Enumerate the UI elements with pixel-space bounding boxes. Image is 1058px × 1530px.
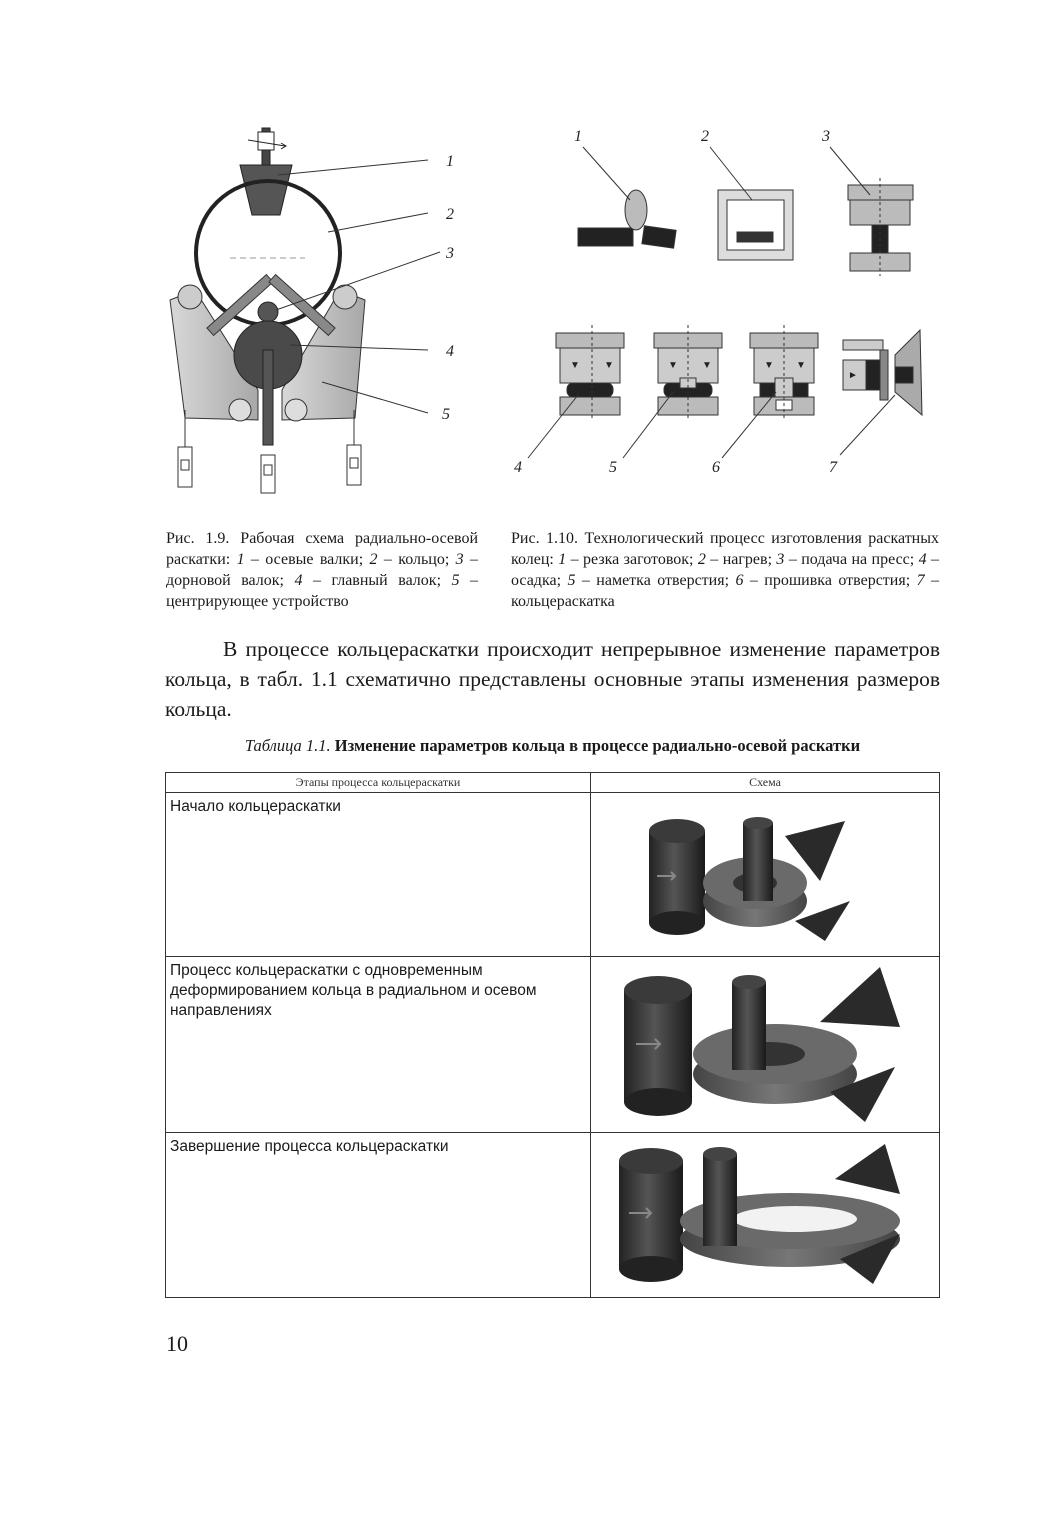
axial-roll bbox=[240, 165, 292, 215]
stage-cell: Начало кольцераскатки bbox=[166, 793, 591, 957]
svg-text:▼: ▼ bbox=[570, 360, 580, 371]
scheme-cell bbox=[591, 793, 940, 957]
table-caption-title: Изменение параметров кольца в процессе радиально-осевой раскатки bbox=[334, 736, 861, 755]
figure-1-10-diagram bbox=[505, 120, 940, 485]
fig9-label-5: 5 bbox=[442, 406, 450, 423]
body-paragraph: В процессе кольцераскатки происходит непрерывное изменение параметров кольца, в табл. 1.1 схематично представлены основные этапы изменения размеров кольца. bbox=[165, 637, 940, 721]
stage-cell: Завершение процесса кольцераскатки bbox=[166, 1133, 591, 1298]
header-scheme: Схема bbox=[591, 773, 940, 793]
fig10-label-1: 1 bbox=[574, 128, 582, 145]
figure-1-9-caption: Рис. 1.9. Рабочая схема радиально-осевой раскатки: 1 – осевые валки; 2 – кольцо; 3 – дорновой валок; 4 – главный валок; 5 – центрирующее устройство bbox=[166, 530, 479, 610]
fig10-label-3: 3 bbox=[822, 128, 830, 145]
mandrel-roll bbox=[258, 302, 278, 322]
fig10-label-4: 4 bbox=[514, 459, 522, 476]
svg-text:▼: ▼ bbox=[668, 360, 678, 371]
table-caption bbox=[165, 736, 940, 756]
svg-text:▼: ▼ bbox=[764, 360, 774, 371]
header-stages: Этапы процесса кольцераскатки bbox=[166, 773, 591, 793]
svg-text:▼: ▼ bbox=[604, 360, 614, 371]
svg-text:▼: ▼ bbox=[702, 360, 712, 371]
fig10-label-2: 2 bbox=[701, 128, 709, 145]
fig10-label-5: 5 bbox=[609, 459, 617, 476]
top-shaft bbox=[248, 128, 286, 168]
scheme-cell bbox=[591, 957, 940, 1133]
table-caption-label: Таблица 1.1. bbox=[244, 736, 331, 755]
scheme-process-image bbox=[620, 962, 910, 1127]
scheme-start-image bbox=[645, 801, 885, 951]
svg-text:▼: ▼ bbox=[796, 360, 806, 371]
stages-table bbox=[165, 772, 940, 1298]
figure-1-10-caption: Рис. 1.10. Технологический процесс изготовления раскатных колец: 1 – резка заготовок; 2 – нагрев; 3 – подача на пресс; 4 – осадка; 5 – наметка отверстия; 6 – прошивка отверстия; 7 – кольцераскатка bbox=[511, 530, 940, 610]
table-row bbox=[166, 793, 940, 957]
fig9-label-3: 3 bbox=[446, 245, 454, 262]
scheme-finish-image bbox=[615, 1139, 915, 1289]
scheme-cell bbox=[591, 1133, 940, 1298]
table-row bbox=[166, 1133, 940, 1298]
table-row bbox=[166, 957, 940, 1133]
page-number: 10 bbox=[166, 1331, 188, 1356]
svg-text:►: ► bbox=[848, 370, 858, 381]
fig9-label-1: 1 bbox=[446, 153, 454, 170]
fig9-label-4: 4 bbox=[446, 343, 454, 360]
figure-1-9-diagram bbox=[160, 120, 470, 500]
stage-cell: Процесс кольцераскатки с одновременным деформированием кольца в радиальном и осевом направлениях bbox=[166, 957, 591, 1133]
fig9-label-2: 2 bbox=[446, 206, 454, 223]
table-header-row bbox=[166, 773, 940, 793]
fig10-label-7: 7 bbox=[829, 459, 837, 476]
fig10-label-6: 6 bbox=[712, 459, 720, 476]
